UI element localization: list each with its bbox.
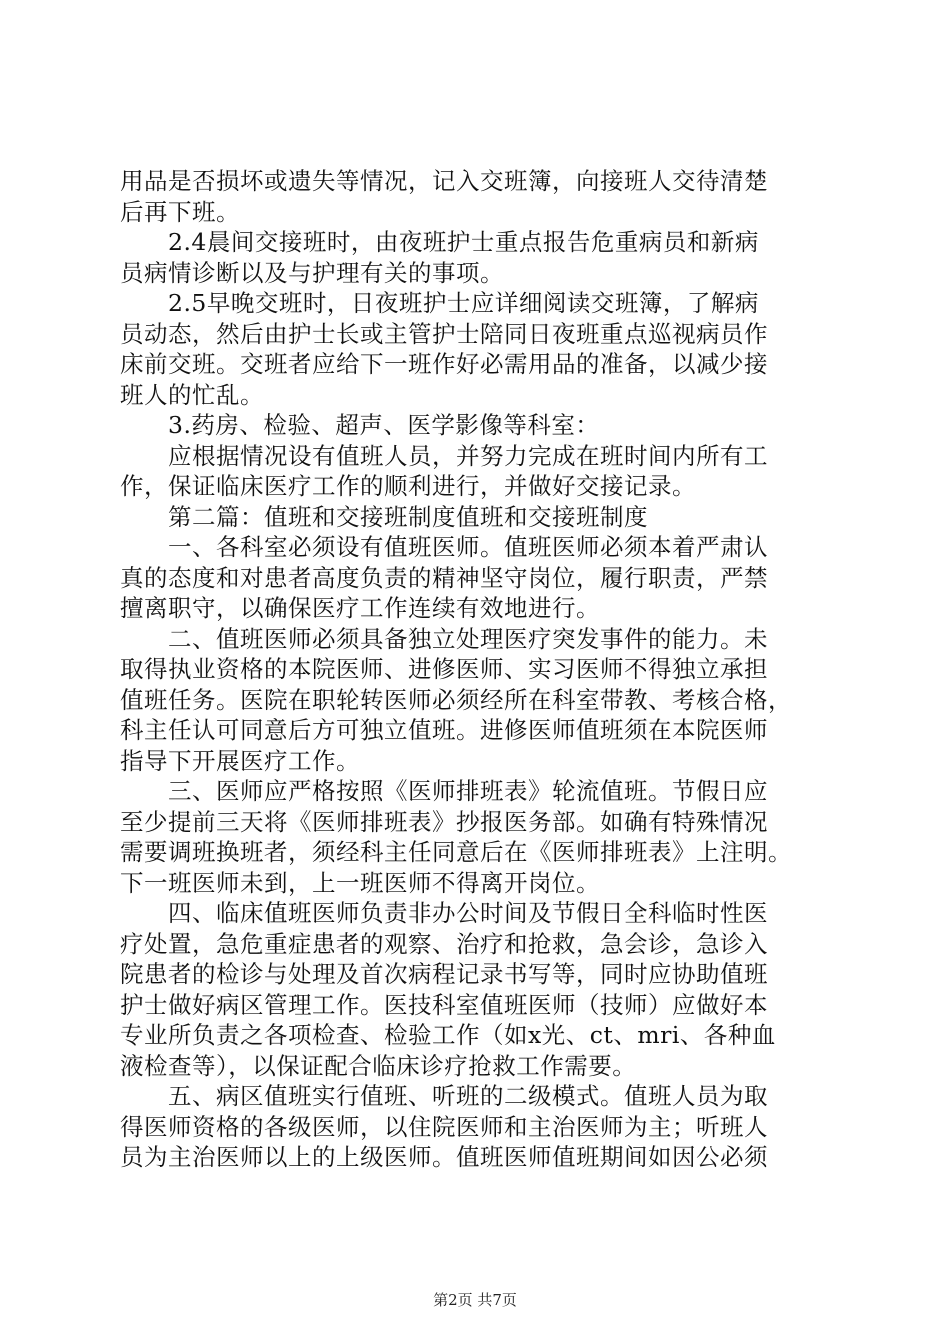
text-line: 用品是否损坏或遗失等情况，记入交班簿，向接班人交待清楚 bbox=[120, 167, 768, 195]
text-line: 五、病区值班实行值班、听班的二级模式。值班人员为取 bbox=[168, 1082, 768, 1110]
text-line: 液检查等），以保证配合临床诊疗抢救工作需要。 bbox=[120, 1051, 637, 1080]
text-line: 后再下班。 bbox=[120, 197, 240, 226]
text-line: 取得执业资格的本院医师、进修医师、实习医师不得独立承担 bbox=[120, 655, 768, 683]
text-line: 值班任务。医院在职轮转医师必须经所在科室带教、考核合格， bbox=[120, 685, 792, 714]
page-footer: 第2页 共7页 bbox=[433, 1291, 517, 1309]
text-line: 至少提前三天将《医师排班表》抄报医务部。如确有特殊情况 bbox=[120, 807, 768, 836]
text-line: 2.4晨间交接班时，由夜班护士重点报告危重病员和新病 bbox=[168, 228, 759, 256]
text-line: 作，保证临床医疗工作的顺利进行，并做好交接记录。 bbox=[120, 472, 696, 500]
text-line: 应根据情况设有值班人员，并努力完成在班时间内所有工 bbox=[168, 441, 768, 470]
text-line: 下一班医师未到，上一班医师不得离开岗位。 bbox=[120, 868, 600, 897]
text-line: 专业所负责之各项检查、检验工作（如x光、ct、mri、各种血 bbox=[120, 1021, 776, 1049]
text-line: 二、值班医师必须具备独立处理医疗突发事件的能力。未 bbox=[168, 624, 768, 653]
text-line: 院患者的检诊与处理及首次病程记录书写等，同时应协助值班 bbox=[120, 960, 768, 988]
text-line: 需要调班换班者，须经科主任同意后在《医师排班表》上注明。 bbox=[120, 838, 792, 866]
text-line: 得医师资格的各级医师，以住院医师和主治医师为主；听班人 bbox=[120, 1112, 768, 1141]
text-line: 真的态度和对患者高度负责的精神坚守岗位，履行职责，严禁 bbox=[120, 563, 768, 592]
text-line: 2.5早晚交班时，日夜班护士应详细阅读交班簿，了解病 bbox=[168, 289, 759, 317]
text-line: 四、临床值班医师负责非办公时间及节假日全科临时性医 bbox=[168, 899, 768, 927]
text-line: 员动态，然后由护士长或主管护士陪同日夜班重点巡视病员作 bbox=[120, 319, 768, 348]
document-body bbox=[120, 166, 840, 1173]
text-line: 科主任认可同意后方可独立值班。进修医师值班须在本院医师 bbox=[120, 716, 768, 744]
text-line: 员病情诊断以及与护理有关的事项。 bbox=[120, 258, 504, 287]
text-line: 第二篇：值班和交接班制度值班和交接班制度 bbox=[168, 502, 648, 531]
text-line: 三、医师应严格按照《医师排班表》轮流值班。节假日应 bbox=[168, 777, 768, 805]
text-line: 一、各科室必须设有值班医师。值班医师必须本着严肃认 bbox=[168, 533, 768, 561]
text-line: 班人的忙乱。 bbox=[120, 380, 264, 409]
text-line: 床前交班。交班者应给下一班作好必需用品的准备，以减少接 bbox=[120, 350, 768, 378]
text-line: 员为主治医师以上的上级医师。值班医师值班期间如因公必须 bbox=[120, 1143, 768, 1171]
text-line: 指导下开展医疗工作。 bbox=[120, 746, 360, 775]
text-line: 擅离职守，以确保医疗工作连续有效地进行。 bbox=[120, 594, 600, 622]
text-line: 护士做好病区管理工作。医技科室值班医师（技师）应做好本 bbox=[120, 990, 768, 1019]
text-line: 3.药房、检验、超声、医学影像等科室： bbox=[168, 411, 600, 439]
text-line: 疗处置，急危重症患者的观察、治疗和抢救，急会诊，急诊入 bbox=[120, 929, 768, 958]
